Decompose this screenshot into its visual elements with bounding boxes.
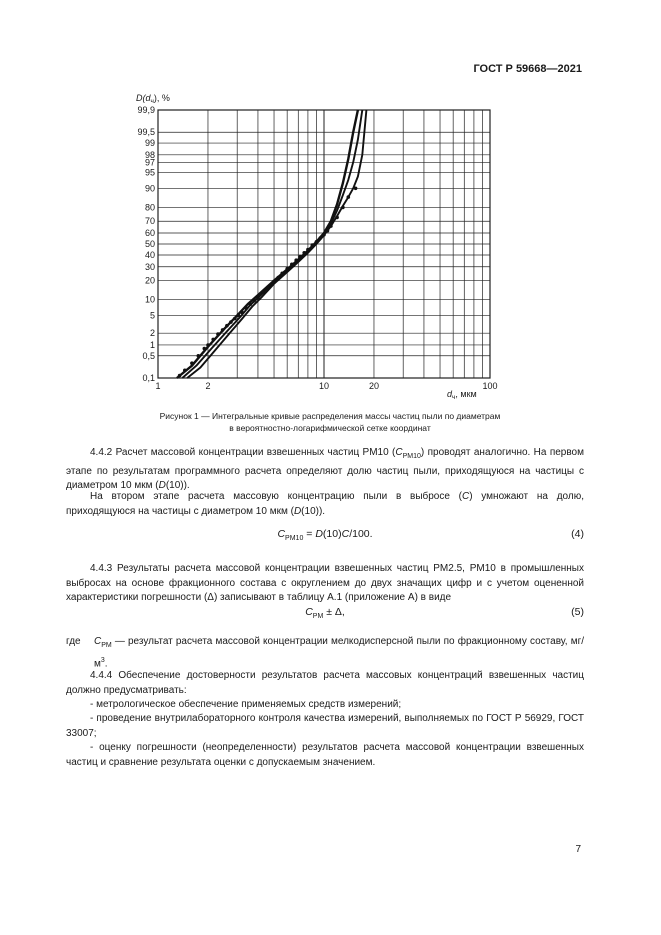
data-point (347, 195, 351, 199)
data-point (237, 314, 241, 318)
where-definition: $C_{PM}$ — результат расчета массовой концентрации мелкодисперсной пыли по фракционному составу, $мг/м^3$. (94, 636, 584, 669)
x-tick-label: 20 (368, 381, 379, 391)
y-tick-label: 10 (144, 294, 155, 305)
y-tick-label: 97 (144, 157, 155, 168)
data-point (233, 317, 237, 321)
equation-4 (66, 528, 584, 543)
data-point (244, 306, 248, 310)
y-tick-label: 30 (144, 261, 155, 272)
y-tick-label: 2 (149, 328, 155, 339)
particle-distribution-chart (0, 0, 661, 420)
equation-5 (66, 606, 584, 621)
y-tick-label: 99 (144, 138, 155, 149)
data-point (311, 243, 315, 247)
x-tick-label: 2 (205, 381, 211, 391)
equation-4-number: (4) (571, 528, 584, 540)
figure-caption-line-2: в вероятностно-логарифмической сетке координат (229, 423, 431, 433)
y-tick-label: 98 (144, 149, 155, 160)
data-point (249, 302, 253, 306)
data-point (326, 229, 330, 233)
list-item-uncertainty: - оценку погрешности (неопределенности) результатов расчета массовой концентрации взвешенных частиц и сравнение результата оценки с допускаемым значением. (66, 742, 584, 768)
y-tick-label: 50 (144, 239, 155, 249)
figure-caption (80, 410, 580, 434)
y-tick-label: 0,5 (142, 350, 155, 361)
chart-points (178, 187, 358, 378)
data-point (341, 206, 345, 210)
y-tick-label: 20 (144, 275, 155, 286)
data-point (266, 285, 270, 289)
where-clause (66, 635, 584, 671)
paragraph-4-4-2: 4.4.2 Расчет массовой концентрации взвешенных частиц PM10 $(C_{PM10})$ проводят аналогично. На первом этапе по результатам программного расчета определяют долю частиц пыли, приходящуюся на частицы с диаметром 10 мкм (D(10)). (66, 447, 584, 491)
data-point (229, 320, 233, 324)
y-tick-label: 80 (144, 202, 155, 213)
data-point (276, 276, 280, 280)
data-point (306, 248, 310, 252)
paragraph-second-stage: На втором этапе расчета массовую концентрацию пыли в выбросе (C) умножают на долю, приходящуюся на частицы с диаметром 10 мкм (D(10)). (66, 491, 584, 517)
chart-grid (158, 110, 490, 378)
page-number: 7 (575, 844, 581, 855)
data-point (190, 361, 194, 365)
y-tick-label: 95 (144, 167, 155, 178)
data-point (335, 216, 339, 220)
data-point (221, 328, 225, 332)
data-point (322, 233, 326, 237)
y-tick-label: 99,9 (137, 105, 155, 115)
data-point (315, 240, 319, 244)
data-point (225, 324, 229, 328)
equation-4-formula: $C_{PM10} = D(10)C/100$. (277, 528, 373, 543)
data-point (183, 369, 187, 373)
data-point (252, 299, 256, 303)
equation-5-number: (5) (571, 606, 584, 618)
data-point (256, 296, 260, 300)
y-tick-label: 1 (149, 339, 155, 350)
data-point (216, 332, 220, 336)
list-item-quality-control: - проведение внутрилабораторного контроля качества измерений, выполняемых по ГОСТ Р 56929, ГОСТ 33007; (66, 713, 584, 739)
data-point (302, 251, 306, 255)
data-point (299, 255, 303, 259)
y-axis-label: $D(d_ч)$, % (136, 93, 170, 105)
data-point (290, 263, 294, 267)
y-tick-label: 40 (144, 250, 155, 261)
standard-id: ГОСТ Р 59668—2021 (473, 63, 582, 75)
paragraph-4-4-4: 4.4.4 Обеспечение достоверности результатов расчета массовых концентраций взвешенных частиц должно предусматривать: (66, 670, 584, 696)
y-tick-label: 0,1 (142, 373, 155, 383)
data-point (178, 374, 182, 378)
data-point (285, 267, 289, 271)
where-label: где (66, 636, 81, 647)
paragraph-4-4-3: 4.4.3 Результаты расчета массовой концентрации взвешенных частиц PM2.5, PM10 в промышленных выбросах на основе фракционного состава с округлением до двух значащих цифр и с учетом оцененной характеристики погрешности (Δ) записывают в таблицу А.1 (приложение А) в виде (66, 563, 584, 603)
list-item-metrology: - метрологическое обеспечение применяемых средств измерений; (90, 699, 402, 710)
data-point (206, 343, 210, 347)
data-point (329, 224, 333, 228)
x-tick-label: 1 (155, 381, 161, 391)
chart-tick-labels (137, 105, 497, 391)
y-tick-label: 70 (144, 216, 155, 227)
figure-caption-line-1: Рисунок 1 — Интегральные кривые распределения массы частиц пыли по диаметрам (159, 411, 501, 421)
x-tick-label: 10 (318, 381, 330, 391)
y-tick-label: 60 (144, 227, 155, 238)
x-tick-label: 100 (482, 381, 498, 391)
data-point (354, 187, 358, 191)
data-point (203, 347, 207, 351)
data-point (319, 236, 323, 240)
y-tick-label: 90 (144, 183, 155, 194)
data-point (280, 272, 284, 276)
data-point (261, 290, 265, 294)
y-tick-label: 5 (149, 310, 155, 321)
data-point (197, 354, 201, 358)
data-point (294, 258, 298, 262)
data-point (272, 280, 276, 284)
data-point (211, 338, 215, 342)
data-point (240, 311, 244, 315)
equation-5-formula: $C_{PM} \pm \Delta$, (305, 606, 345, 621)
y-tick-label: 99,5 (137, 127, 155, 138)
x-axis-label: $d_ч$, мкм (447, 389, 477, 401)
